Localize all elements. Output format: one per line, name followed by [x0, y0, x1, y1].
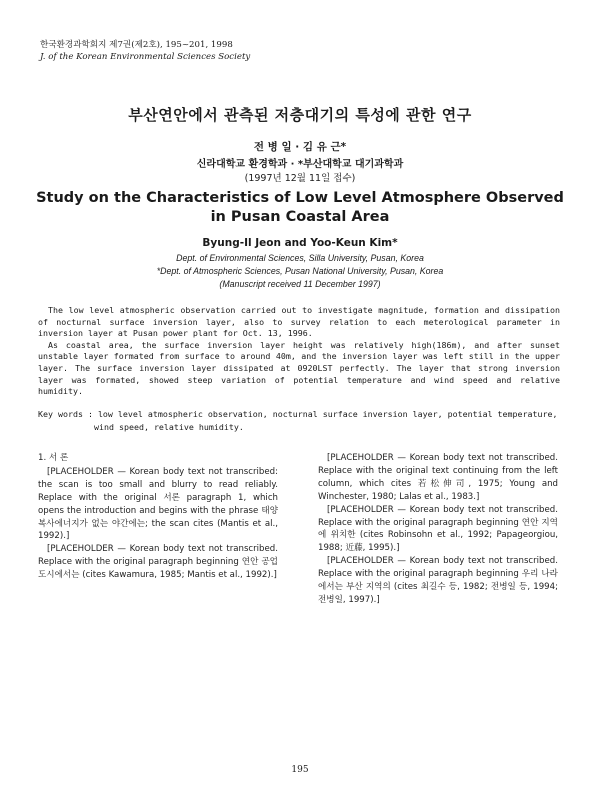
korean-affiliation: 신라대학교 환경학과 · *부산대학교 대기과학과 [196, 159, 404, 170]
keywords: Key words : low level atmospheric observation, nocturnal surface inversion layer, potential temperature, wind speed, relative humidity. [38, 409, 558, 432]
abstract-paragraph-2: As coastal area, the surface inversion layer height was relatively high(186m), and after sunset unstable layer formated from surface to around 40m, and the inversion layer was left still in the upper layer. The surface inversion layer dissipated at 0920LST perfectly. The layer that strong inversion layer was formated, showed steep variation of potential temperature and wind speed and relative humidity. [38, 339, 560, 397]
english-title: Study on the Characteristics of Low Level Atmosphere Observed in Pusan Coastal Area [36, 190, 564, 225]
english-received-date: (Manuscript received 11 December 1997) [219, 279, 381, 289]
abstract [38, 305, 560, 398]
korean-received-date: (1997년 12월 11일 접수) [244, 173, 356, 184]
section-heading: 1. 서 론 [38, 453, 69, 463]
english-affiliation-2: *Dept. of Atmospheric Sciences, Pusan National University, Pusan, Korea [156, 266, 444, 276]
body-left-column [38, 452, 278, 582]
body-paragraph: [PLACEHOLDER — Korean body text not transcribed. Replace with the original paragraph beginning 연안 지역에 위치한 (cites Robinsohn et al., 1992; Papageorgiou, 1988; 近藤, 1995).] [318, 504, 558, 554]
english-affiliation-1: Dept. of Environmental Sciences, Silla University, Pusan, Korea [176, 253, 424, 263]
journal-name: J. of the Korean Environmental Sciences Society [40, 52, 251, 62]
body-paragraph: [PLACEHOLDER — Korean body text not transcribed. Replace with the original paragraph beginning 연안 공업도시에서는 (cites Kawamura, 1985; Mantis et al., 1992).] [38, 544, 278, 581]
body-paragraph: [PLACEHOLDER — Korean body text not transcribed: the scan is too small and blurry to read reliably. Replace with the original 서론 paragraph 1, which opens the introduction and begins with the phrase 태양복사에너지가 없는 야간에는; the scan cites (Mantis et al., 1992).] [38, 466, 278, 542]
page-number: 195 [291, 765, 309, 775]
korean-title: 부산연안에서 관측된 저층대기의 특성에 관한 연구 [128, 106, 472, 124]
body-paragraph: [PLACEHOLDER — Korean body text not transcribed. Replace with the original paragraph beginning 우리 나라에서는 부산 지역의 (cites 최길수 등, 1982; 전병일 등, 1994; 전병일, 1997).] [318, 556, 558, 605]
english-authors: Byung-Il Jeon and Yoo-Keun Kim* [202, 237, 398, 249]
abstract-paragraph-1: The low level atmospheric observation carried out to investigate magnitude, formation and dissipation of nocturnal surface inversion layer, also to survey relation to each meterological parameter in inversion layer at Pusan power plant for Oct. 13, 1996. [38, 305, 560, 339]
body-paragraph: [PLACEHOLDER — Korean body text not transcribed. Replace with the original text continuing from the left column, which cites 若松伸司, 1975; Young and Winchester, 1980; Lalas et al., 1983.] [318, 453, 558, 502]
journal-citation: 한국환경과학회지 제7권(제2호), 195~201, 1998 [40, 40, 233, 50]
body-right-column [318, 452, 558, 607]
korean-authors: 전 병 일 · 김 유 근* [253, 141, 347, 153]
